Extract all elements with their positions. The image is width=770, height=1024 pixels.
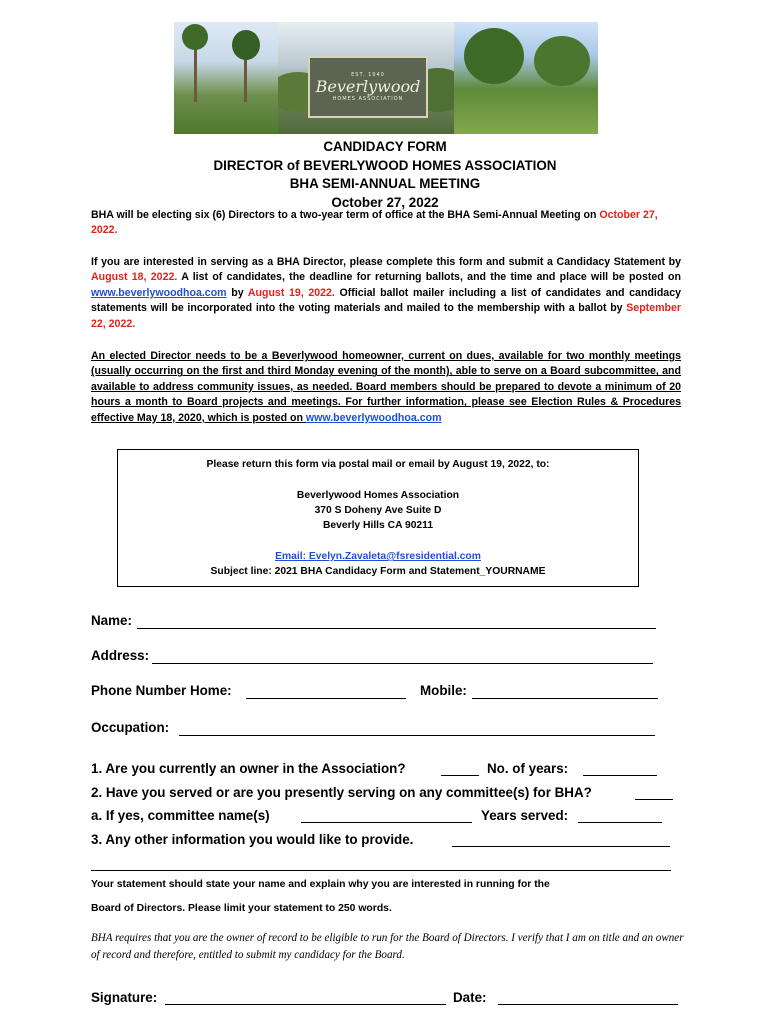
committee-names-field[interactable] [301,822,472,823]
other-info-field[interactable] [452,846,670,847]
meeting-title: BHA SEMI-ANNUAL MEETING [289,176,481,191]
intro-paragraph-1: BHA will be electing six (6) Directors to a two-year term of office at the BHA Semi-Annual Meeting on October 27, 2022. [91,209,658,237]
committee-answer-field[interactable] [635,799,673,800]
years-served-field[interactable] [578,822,662,823]
email-link[interactable]: Email: Evelyn.Zavaleta@fsresidential.com [275,551,481,562]
website-link[interactable]: www.beverlywoodhoa.com [91,286,227,299]
website-link-2[interactable]: www.beverlywoodhoa.com [305,411,442,424]
banner-photo-right [454,22,598,134]
header-banner [174,22,598,134]
statement-guidance-1: Your statement should state your name and explain why you are interested in running for the [91,879,550,890]
name-field[interactable] [137,628,656,629]
intro-paragraph-2: If you are interested in serving as a BHA Director, please complete this form and submit a Candidacy Statement by August 18, 2022. A list of candidates, the deadline for returning ballots, and the time and place will be posted on www.beverlywoodhoa.com by August 19, 2022. Official ballot mailer including a list of candidates and candidacy statements will be incorporated into the voting materials and mailed to the membership with a ballot by September 22, 2022. [91,256,681,330]
return-instruction: Please return this form via postal mail or email by August 19, 2022, to: [206,459,550,470]
years-owned-label: No. of years: [487,761,569,776]
signature-label: Signature: [91,990,158,1005]
mobile-label: Mobile: [420,683,467,698]
date-label: Date: [453,990,487,1005]
address-field[interactable] [152,663,653,664]
form-subtitle: DIRECTOR of BEVERLYWOOD HOMES ASSOCIATION [213,157,557,173]
owner-answer-field[interactable] [441,775,479,776]
date-field[interactable] [498,1004,678,1005]
question-1: 1. Are you currently an owner in the Association? [91,761,406,776]
form-title: CANDIDACY FORM [323,139,447,154]
question-2: 2. Have you served or are you presently serving on any committee(s) for BHA? [91,785,592,800]
statement-guidance-2: Board of Directors. Please limit your statement to 250 words. [91,903,392,914]
form-title-block [0,138,770,212]
years-served-label: Years served: [481,808,569,823]
question-2a: a. If yes, committee name(s) [91,808,270,823]
banner-photo-sign [278,22,454,134]
beverlywood-sign: EST. 1940 Beverlywood HOMES ASSOCIATION [308,56,428,118]
address-label: Address: [91,648,150,663]
org-city: Beverly Hills CA 90211 [322,520,434,531]
occupation-field[interactable] [179,735,655,736]
home-phone-label: Phone Number Home: [91,683,232,698]
other-info-field-line-2[interactable] [91,870,671,871]
name-label: Name: [91,613,132,628]
meeting-date: October 27, 2022 [331,194,439,210]
return-instructions-box [117,449,639,587]
occupation-label: Occupation: [91,720,170,735]
director-requirements: An elected Director needs to be a Beverlywood homeowner, current on dues, available for two monthly meetings (usually occurring on the first and third Monday evening of the month), able to serve on a Board subcommittee, and available to address community issues, as needed. Board members should be prepared to devote a minimum of 20 hours a month to Board projects and meetings. For further information, please see Election Rules & Procedures effective May 18, 2020, which is posted on www.beverlywoodhoa.com [91,350,681,424]
signature-field[interactable] [165,1004,446,1005]
ownership-certification: BHA requires that you are the owner of record to be eligible to run for the Board of Directors. I verify that I am on title and an owner of record and therefore, entitled to submit my candidacy for the Board. [91,932,684,961]
mobile-field[interactable] [472,698,658,699]
question-3: 3. Any other information you would like to provide. [91,832,414,847]
banner-photo-left [174,22,278,134]
years-owned-field[interactable] [583,775,657,776]
email-subject: Subject line: 2021 BHA Candidacy Form and Statement_YOURNAME [210,566,546,577]
org-name: Beverlywood Homes Association [296,490,460,501]
home-phone-field[interactable] [246,698,406,699]
org-street: 370 S Doheny Ave Suite D [314,505,442,516]
